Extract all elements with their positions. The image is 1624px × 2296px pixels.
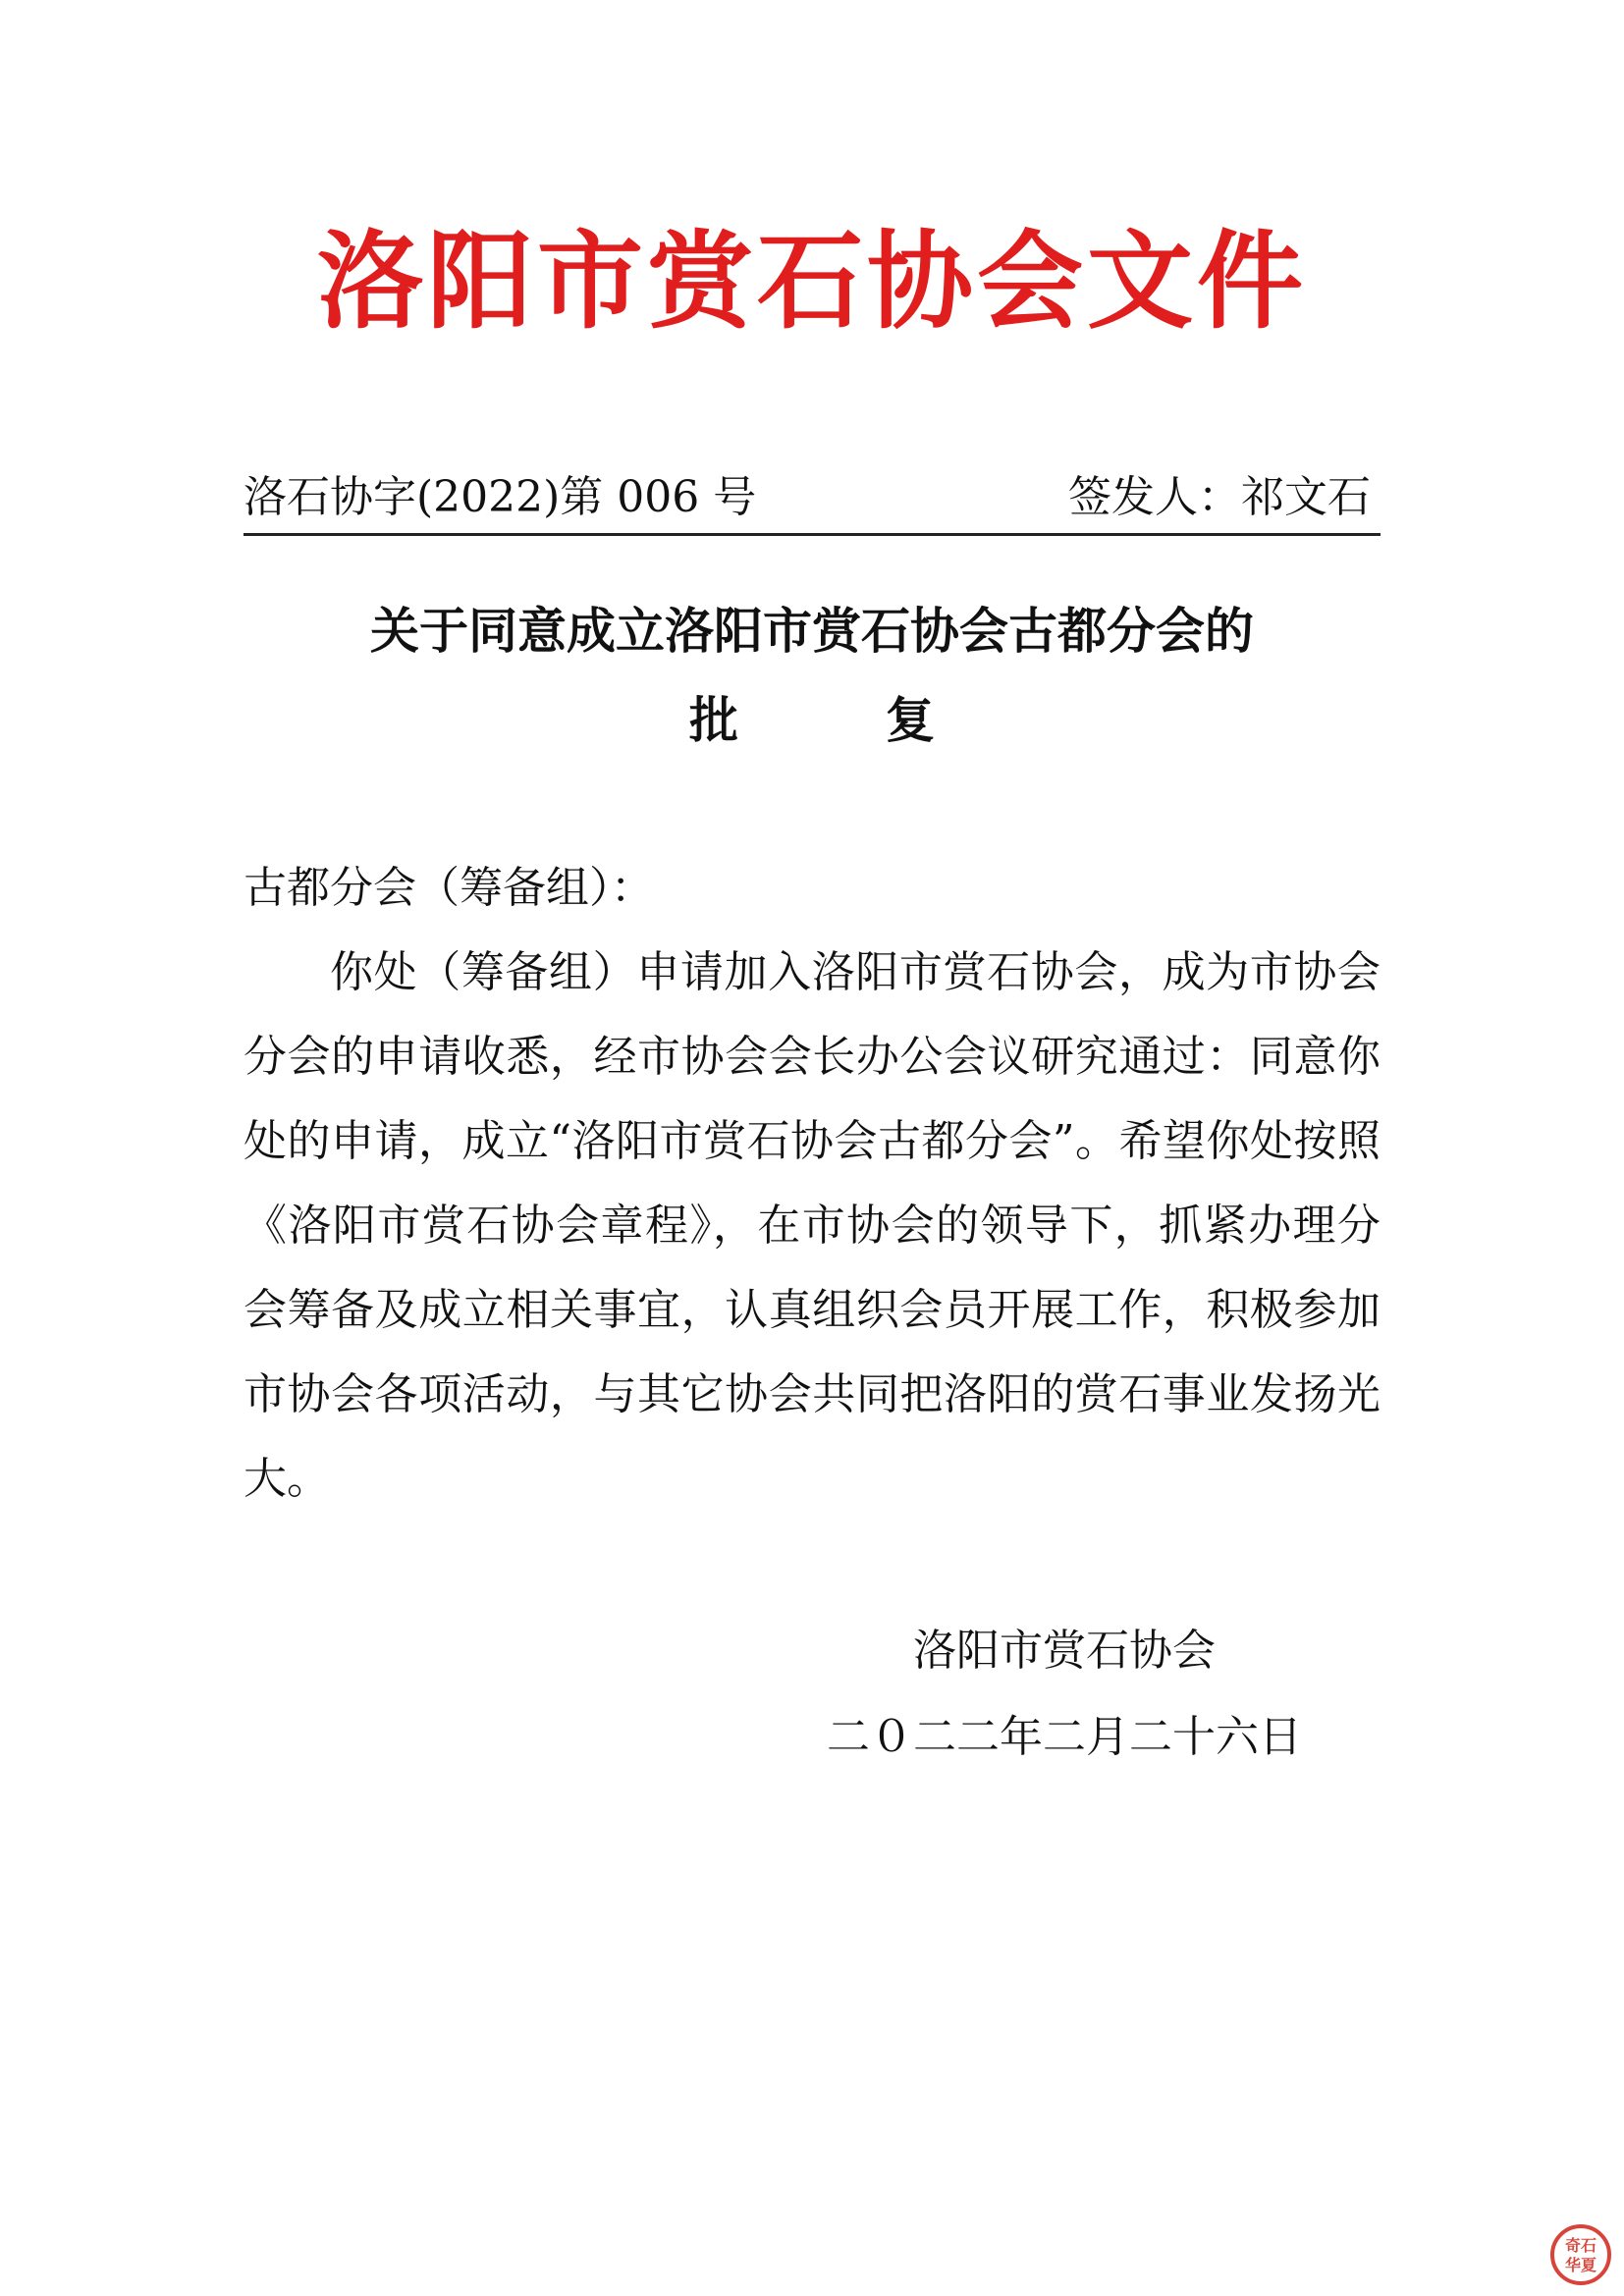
subject-word-2: 复 [886,691,935,749]
header-divider [244,533,1380,536]
signature-organization: 洛阳市赏石协会 [913,1626,1216,1676]
document-number: 洛石协字(2022)第 006 号 [244,472,757,522]
watermark-seal-icon [1549,2223,1612,2286]
subject-line-1: 关于同意成立洛阳市赏石协会古都分会的 [370,602,1254,660]
subject-word-1: 批 [689,691,738,749]
signature-date: 二０二二年二月二十六日 [827,1712,1302,1762]
seal-text-bottom: 华夏 [1564,2256,1597,2274]
salutation: 古都分会（筹备组）： [244,863,654,913]
document-header-title: 洛阳市赏石协会文件 [316,220,1307,344]
seal-ring [1552,2226,1609,2283]
body-paragraph: 你处（筹备组）申请加入洛阳市赏石协会，成为市协会分会的申请收悉，经市协会会长办公会议研究通过：同意你处的申请，成立“洛阳市赏石协会古都分会”。希望你处按照《洛阳市赏石协会章程》，在市协会的领导下，抓紧办理分会筹备及成立相关事宜，认真组织会员开展工作，积极参加市协会各项活动，与其它协会共同把洛阳的赏石事业发扬光大。 [244,947,1380,1504]
seal-text-top: 奇石 [1564,2236,1597,2255]
subject-line-2 [0,681,1624,752]
signer: 签发人：祁文石 [1068,472,1371,522]
